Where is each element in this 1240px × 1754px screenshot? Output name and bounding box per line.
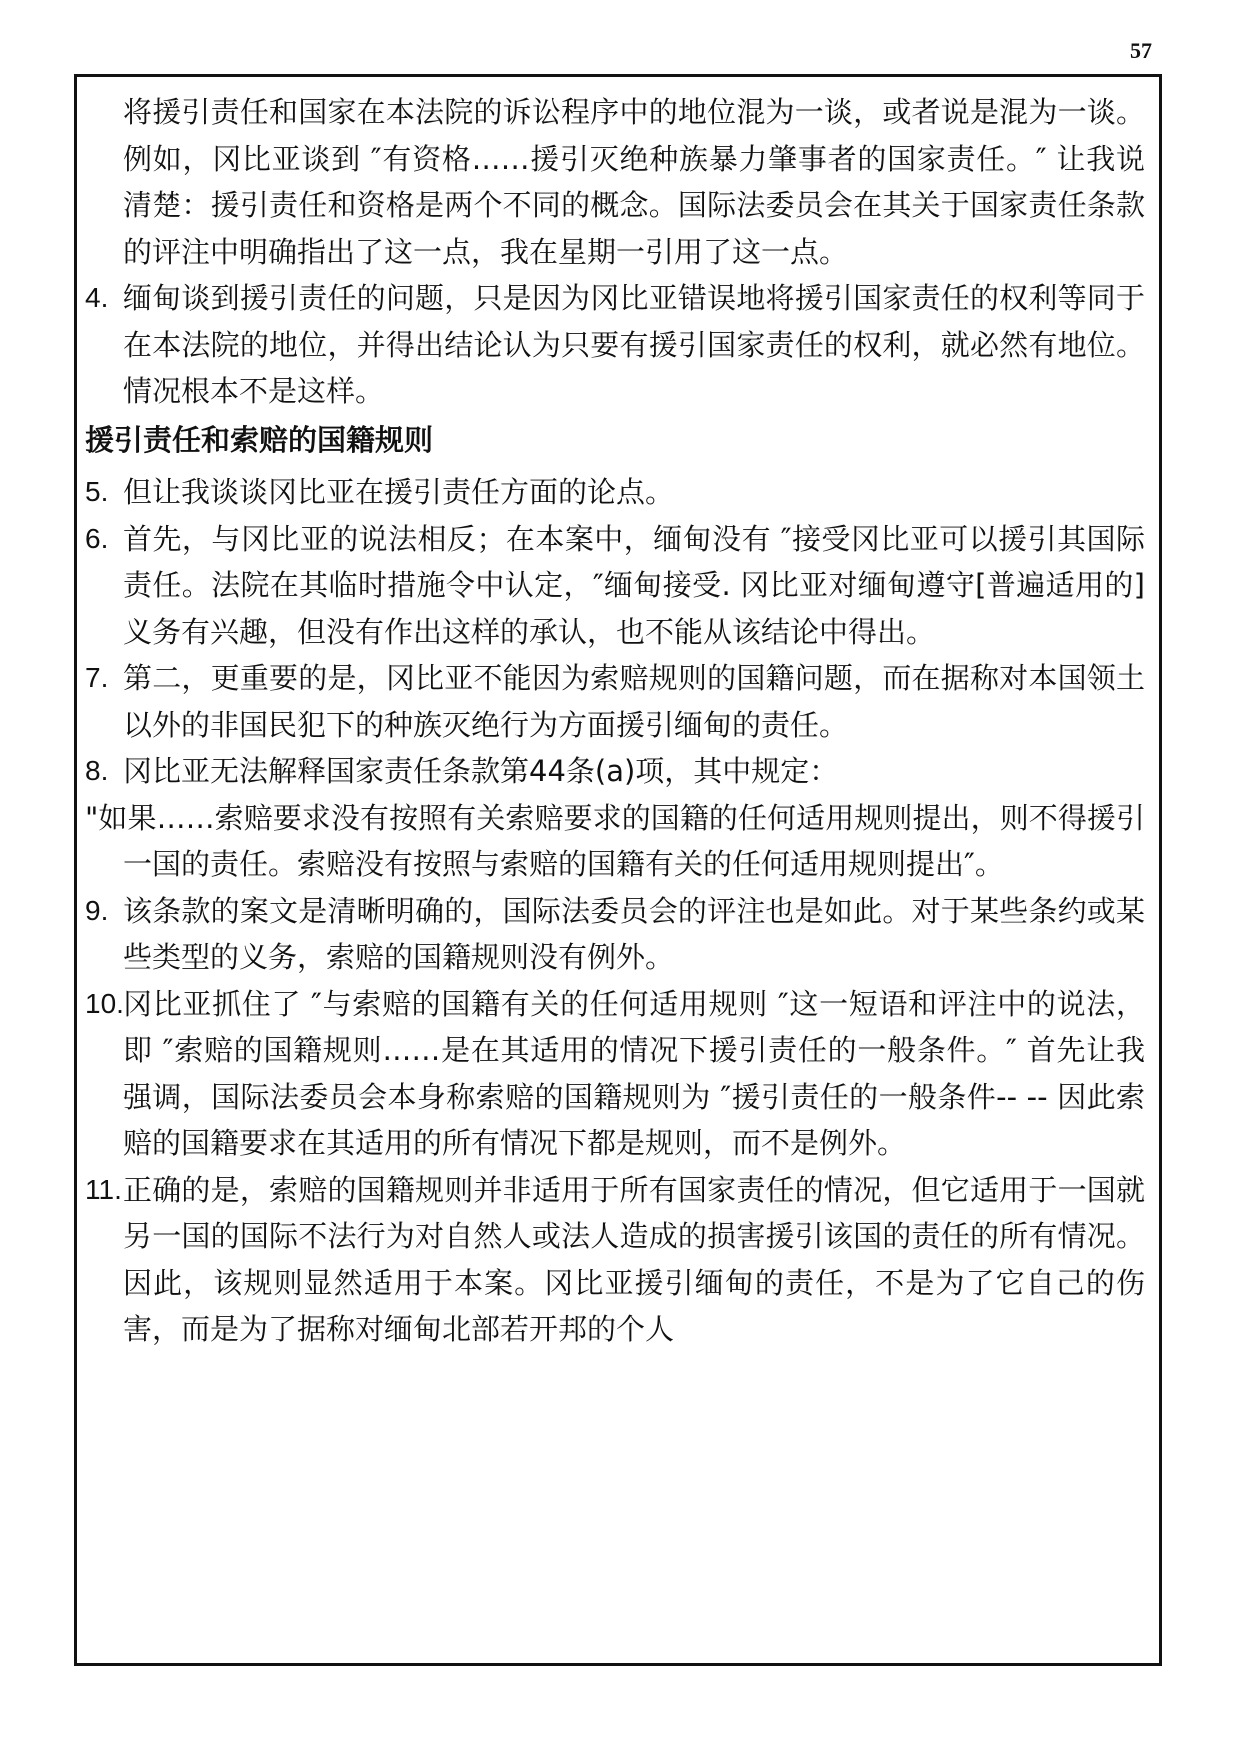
paragraph-4 <box>85 275 1145 415</box>
quote-text: "如果……索赔要求没有按照有关索赔要求的国籍的任何适用规则提出，则不得援引一国的责任。索赔没有按照与索赔的国籍有关的任何适用规则提出″。 <box>85 800 1145 881</box>
page-number: 57 <box>1130 38 1152 63</box>
block-quote <box>85 795 1145 888</box>
paragraph-5 <box>85 469 1145 516</box>
document-frame <box>74 74 1162 1666</box>
paragraph-text: 缅甸谈到援引责任的问题，只是因为冈比亚错误地将援引国家责任的权利等同于在本法院的地位，并得出结论认为只要有援引国家责任的权利，就必然有地位。情况根本不是这样。 <box>123 281 1145 408</box>
paragraph-8 <box>85 748 1145 795</box>
paragraph-text: 该条款的案文是清晰明确的，国际法委员会的评注也是如此。对于某些条约或某些类型的义务，索赔的国籍规则没有例外。 <box>123 893 1145 974</box>
paragraph-text: 冈比亚抓住了 ″与索赔的国籍有关的任何适用规则 ″这一短语和评注中的说法，即 ″索赔的国籍规则……是在其适用的情况下援引责任的一般条件。″ 首先让我强调，国际法委员会本身称索赔的国籍规则为 ″援引责任的一般条件-- -- 因此索赔的国籍要求在其适用的所有情况下都是规则，而不是例外。 <box>123 986 1145 1160</box>
paragraph-number: 8. <box>85 755 109 786</box>
paragraph-text: 首先，与冈比亚的说法相反；在本案中，缅甸没有 ″接受冈比亚可以援引其国际责任。法院在其临时措施令中认定，″缅甸接受. 冈比亚对缅甸遵守[普遍适用的]义务有兴趣，但没有作出这样的承认，也不能从该结论中得出。 <box>123 521 1145 649</box>
paragraph-number: 5. <box>85 476 109 507</box>
paragraph-9 <box>85 888 1145 981</box>
paragraph-text: 将援引责任和国家在本法院的诉讼程序中的地位混为一谈，或者说是混为一谈。例如，冈比亚谈到 ″有资格……援引灭绝种族暴力肇事者的国家责任。″ 让我说清楚：援引责任和资格是两个不同的概念。国际法委员会在其关于国家责任条款的评注中明确指出了这一点，我在星期一引用了这一点。 <box>123 95 1145 269</box>
paragraph-intro <box>85 89 1145 275</box>
paragraph-text: 正确的是，索赔的国籍规则并非适用于所有国家责任的情况，但它适用于一国就另一国的国际不法行为对自然人或法人造成的损害援引该国的责任的所有情况。因此，该规则显然适用于本案。冈比亚援引缅甸的责任，不是为了它自己的伤害，而是为了据称对缅甸北部若开邦的个人 <box>123 1172 1145 1346</box>
paragraph-number: 4. <box>85 282 109 313</box>
paragraph-number: 10. <box>85 987 124 1019</box>
paragraph-text: 冈比亚无法解释国家责任条款第44条(a)项，其中规定： <box>123 754 839 788</box>
paragraph-text: 第二，更重要的是，冈比亚不能因为索赔规则的国籍问题，而在据称对本国领土以外的非国民犯下的种族灭绝行为方面援引缅甸的责任。 <box>123 661 1145 742</box>
section-heading: 援引责任和索赔的国籍规则 <box>85 422 434 457</box>
paragraph-number: 11. <box>85 1173 122 1205</box>
paragraph-6 <box>85 516 1145 656</box>
paragraph-number: 6. <box>85 522 109 554</box>
paragraph-number: 9. <box>85 894 109 926</box>
paragraph-11 <box>85 1167 1145 1353</box>
document-body <box>77 77 1159 1353</box>
paragraph-text: 但让我谈谈冈比亚在援引责任方面的论点。 <box>123 475 675 509</box>
paragraph-10 <box>85 981 1145 1167</box>
paragraph-7 <box>85 655 1145 748</box>
paragraph-number: 7. <box>85 662 109 693</box>
